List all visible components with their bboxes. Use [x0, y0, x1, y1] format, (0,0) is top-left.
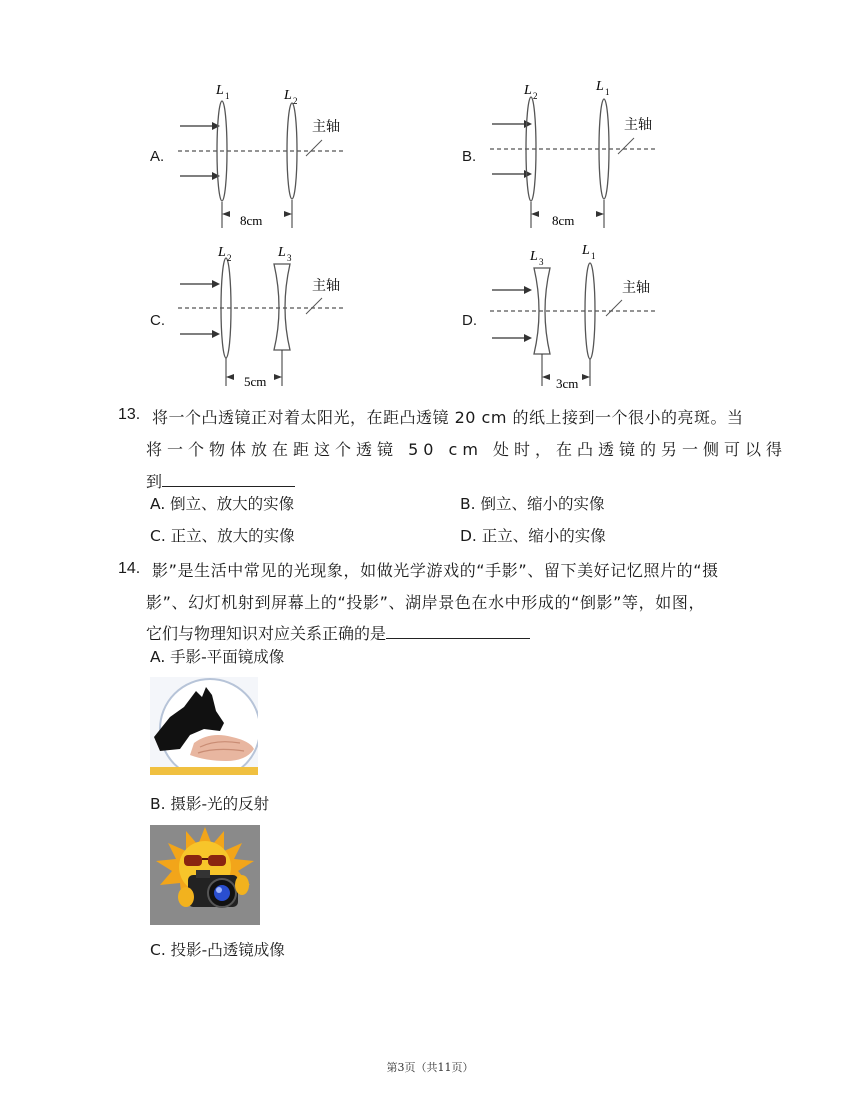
q14-choice-c[interactable]: C. 投影-凸透镜成像 [150, 941, 285, 959]
svg-text:L: L [278, 245, 286, 260]
svg-text:L: L [582, 243, 590, 258]
lens-label: L [216, 83, 224, 98]
q13-line3-text: 到 [146, 472, 163, 491]
answer-blank[interactable] [162, 468, 295, 487]
q14-line3-text: 它们与物理知识对应关系正确的是 [146, 624, 387, 643]
q14-number: 14. [118, 560, 141, 577]
option-a-letter: A. [150, 148, 165, 165]
svg-text:L: L [524, 83, 532, 98]
svg-text:主轴: 主轴 [622, 281, 650, 296]
q14-line1: 影”是生活中常见的光现象，如做光学游戏的“手影”、留下美好记忆照片的“摄 [152, 561, 719, 580]
sun-camera-image [150, 825, 260, 925]
svg-text:3: 3 [539, 257, 544, 267]
svg-text:主轴: 主轴 [312, 279, 340, 294]
svg-text:主轴: 主轴 [624, 118, 652, 133]
q13-line3 [146, 468, 295, 492]
q13-choice-a[interactable]: A. 倒立、放大的实像 [150, 495, 295, 513]
svg-text:L: L [284, 88, 292, 103]
lens-diagram-d [484, 240, 664, 390]
q14-line3 [146, 620, 530, 644]
svg-text:3cm: 3cm [556, 376, 579, 390]
lens-diagram-b [484, 80, 664, 230]
svg-text:1: 1 [605, 87, 610, 97]
svg-text:5cm: 5cm [244, 374, 267, 389]
q13-number: 13. [118, 406, 141, 423]
svg-text:1: 1 [225, 91, 230, 101]
svg-text:L: L [596, 80, 604, 94]
page-footer: 第3页（共11页） [386, 1061, 474, 1074]
option-b-letter: B. [462, 148, 477, 165]
axis-label: 主轴 [312, 120, 340, 135]
svg-text:1: 1 [591, 251, 596, 261]
option-d-letter: D. [462, 312, 477, 329]
lens-diagram-a [172, 80, 352, 230]
q13-choice-b[interactable]: B. 倒立、缩小的实像 [460, 495, 605, 513]
q13-line2: 将一个物体放在距这个透镜 50 cm 处时，在凸透镜的另一侧可以得 [146, 440, 788, 459]
svg-text:3: 3 [287, 253, 292, 263]
q13-choice-c[interactable]: C. 正立、放大的实像 [150, 527, 295, 545]
q13-line1: 将一个凸透镜正对着太阳光，在距凸透镜 20 cm 的纸上接到一个很小的亮斑。当 [152, 408, 744, 427]
q14-choice-b[interactable]: B. 摄影-光的反射 [150, 795, 270, 813]
hand-shadow-image [150, 677, 258, 775]
svg-text:2: 2 [533, 91, 538, 101]
q14-line2: 影”、幻灯机射到屏幕上的“投影”、湖岸景色在水中形成的“倒影”等，如图， [146, 593, 706, 612]
answer-blank[interactable] [386, 620, 530, 639]
svg-text:2: 2 [227, 253, 232, 263]
svg-text:8cm: 8cm [552, 213, 575, 228]
svg-text:L: L [530, 249, 538, 264]
option-c-letter: C. [150, 312, 165, 329]
q13-choice-d[interactable]: D. 正立、缩小的实像 [460, 527, 606, 545]
lens-diagram-c [172, 240, 352, 390]
svg-text:2: 2 [293, 96, 298, 106]
svg-text:L: L [218, 245, 226, 260]
distance-label: 8cm [240, 213, 263, 228]
q14-choice-a[interactable]: A. 手影-平面镜成像 [150, 648, 285, 666]
